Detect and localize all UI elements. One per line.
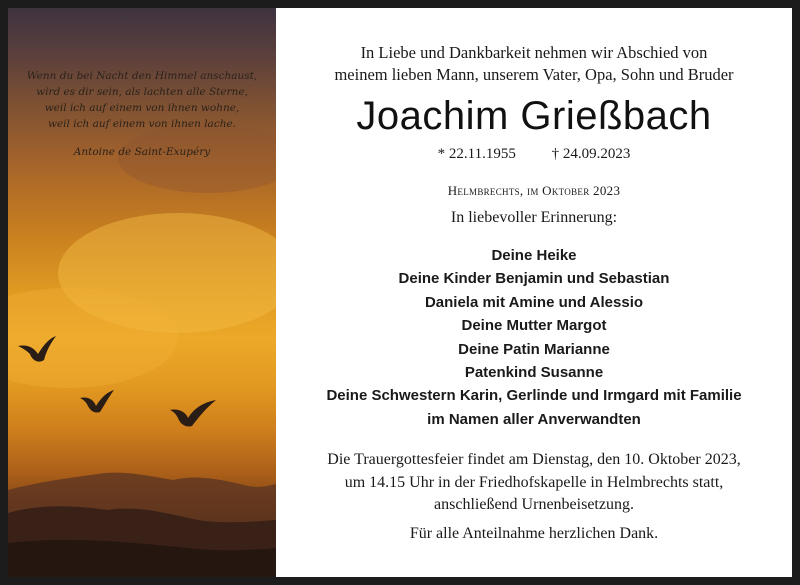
quote-line: weil ich auf einem von ihnen lache. — [47, 118, 237, 130]
quote-line: weil ich auf einem von ihnen wohne, — [44, 102, 240, 114]
life-dates — [276, 146, 792, 163]
service-line: anschließend Urnenbeisetzung. — [434, 496, 634, 513]
quote-line: wird es dir sein, als lachten alle Sterne, — [36, 86, 248, 98]
mourner-line: Deine Patin Marianne — [458, 340, 610, 358]
funeral-service-info — [276, 449, 792, 517]
birth-date: * 22.11.1955 — [437, 146, 516, 162]
mourner-line: Deine Schwestern Karin, Gerlinde und Irmgard mit Familie — [326, 387, 742, 405]
death-date: † 24.09.2023 — [551, 146, 631, 162]
service-line: Die Trauergottesfeier findet am Dienstag, den 10. Oktober 2023, — [327, 451, 741, 468]
deceased-name: Joachim Grießbach — [356, 94, 712, 138]
quote-block — [8, 68, 276, 160]
memory-line: In liebevoller Erinnerung: — [450, 209, 618, 226]
intro-text — [276, 42, 792, 86]
service-line: um 14.15 Uhr in der Friedhofskapelle in Helmbrechts statt, — [344, 473, 724, 491]
intro-line: meinem lieben Mann, unserem Vater, Opa, Sohn und Bruder — [334, 65, 734, 84]
mourner-line: im Namen aller Anverwandten — [427, 410, 641, 428]
sunset-image-panel — [8, 8, 276, 577]
obituary-text — [276, 8, 792, 577]
mourner-line: Deine Heike — [491, 247, 577, 264]
thanks-line: Für alle Anteilnahme herzlichen Dank. — [409, 525, 659, 542]
quote-author: Antoine de Saint-Exupéry — [73, 146, 211, 158]
intro-line: In Liebe und Dankbarkeit nehmen wir Abschied von — [360, 43, 708, 62]
obituary-card — [8, 8, 792, 577]
mourner-line: Patenkind Susanne — [464, 364, 604, 382]
mourner-line: Daniela mit Amine und Alessio — [424, 293, 644, 311]
mourners-list — [276, 244, 792, 431]
place-and-date: Helmbrechts, im Oktober 2023 — [447, 183, 621, 198]
quote-line: Wenn du bei Nacht den Himmel anschaust, — [26, 70, 258, 82]
mourner-line: Deine Kinder Benjamin und Sebastian — [398, 270, 670, 288]
mourner-line: Deine Mutter Margot — [461, 317, 607, 335]
